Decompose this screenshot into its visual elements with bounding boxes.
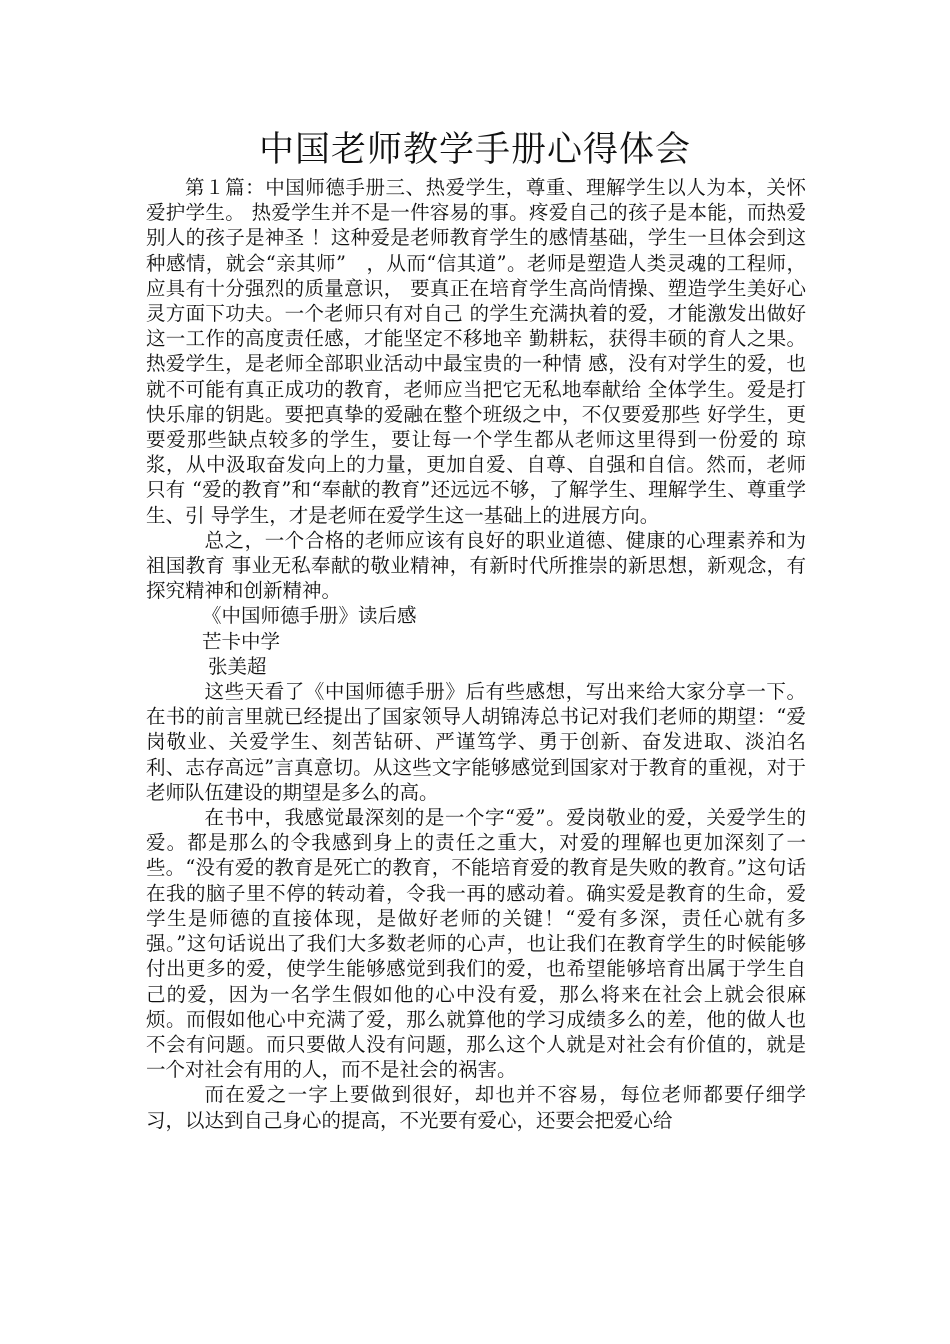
- paragraph-2: 总之，一个合格的老师应该有良好的职业道德、健康的心理素养和为祖国教育 事业无私奉献的敬业精神，有新时代所推崇的新思想，新观念，有探究精神和创新精神。: [146, 528, 806, 603]
- page-title: 中国老师教学手册心得体会: [258, 130, 691, 170]
- paragraph-1: 第１篇：中国师德手册三、热爱学生，尊重、理解学生以人为本，关怀爱护学生。 热爱学生并不是一件容易的事。疼爱自己的孩子是本能，而热爱别人的孩子是神圣 ！这种爱是老师教育学生的感情基础，学生一旦体会到这种感情，就会“亲其师” ，从而“信其道”。老师是塑造人类灵魂的工程师，应具有十分强烈的质量意识， 要真正在培育学生高尚情操、塑造学生美好心灵方面下功夫。一个老师只有对自己 的学生充满执着的爱，才能激发出做好这一工作的高度责任感，才能坚定不移地辛 勤耕耘，获得丰硕的育人之果。热爱学生，是老师全部职业活动中最宝贵的一种情 感，没有对学生的爱，也就不可能有真正成功的教育，老师应当把它无私地奉献给 全体学生。爱是打快乐扉的钥匙。要把真挚的爱融在整个班级之中，不仅要爱那些 好学生，更要爱那些缺点较多的学生，要让每一个学生都从老师这里得到一份爱的 琼浆，从中汲取奋发向上的力量，更加自爱、自尊、自强和自信。然而，老师只有 “爱的教育”和“奉献的教育”还远远不够，了解学生、理解学生、尊重学生、引 导学生，才是老师在爱学生这一基础上的进展方向。: [146, 176, 806, 527]
- document-body: [146, 175, 806, 1133]
- paragraph-5: 而在爱之一字上要做到很好，却也并不容易，每位老师都要仔细学习，以达到自己身心的提高，不光要有爱心，还要会把爱心给: [146, 1083, 806, 1132]
- paragraph-3: 这些天看了《中国师德手册》后有些感想，写出来给大家分享一下。 在书的前言里就已经提出了国家领导人胡锦涛总书记对我们老师的期望：“爱岗敬业、关爱学生、刻苦钻研、严谨笃学、勇于创新、奋发进取、淡泊名利、志存高远”言真意切。从这些文字能够感觉到国家对于教育的重视，对于老师队伍建设的期望是多么的高。: [146, 680, 806, 804]
- school-name: 芒卡中学: [202, 629, 281, 653]
- author-name: 张美超: [208, 654, 267, 678]
- essay-title: 《中国师德手册》读后感: [202, 604, 417, 628]
- paragraph-4: 在书中，我感觉最深刻的是一个字“爱”。爱岗敬业的爱，关爱学生的爱。都是那么的令我感到身上的责任之重大，对爱的理解也更加深刻了一些。“没有爱的教育是死亡的教育，不能培育爱的教育是失败的教育。”这句话在我的脑子里不停的转动着，令我一再的感动着。确实爱是教育的生命，爱学生是师德的直接体现，是做好老师的关键！“爱有多深，责任心就有多强。”这句话说出了我们大多数老师的心声，也让我们在教育学生的时候能够付出更多的爱，使学生能够感觉到我们的爱，也希望能够培育出属于学生自己的爱，因为一名学生假如他的心中没有爱，那么将来在社会上就会很麻烦。而假如他心中充满了爱，那么就算他的学习成绩多么的差，他的做人也不会有问题。而只要做人没有问题，那么这个人就是对社会有价值的，就是一个对社会有用的人，而不是社会的祸害。: [146, 806, 806, 1082]
